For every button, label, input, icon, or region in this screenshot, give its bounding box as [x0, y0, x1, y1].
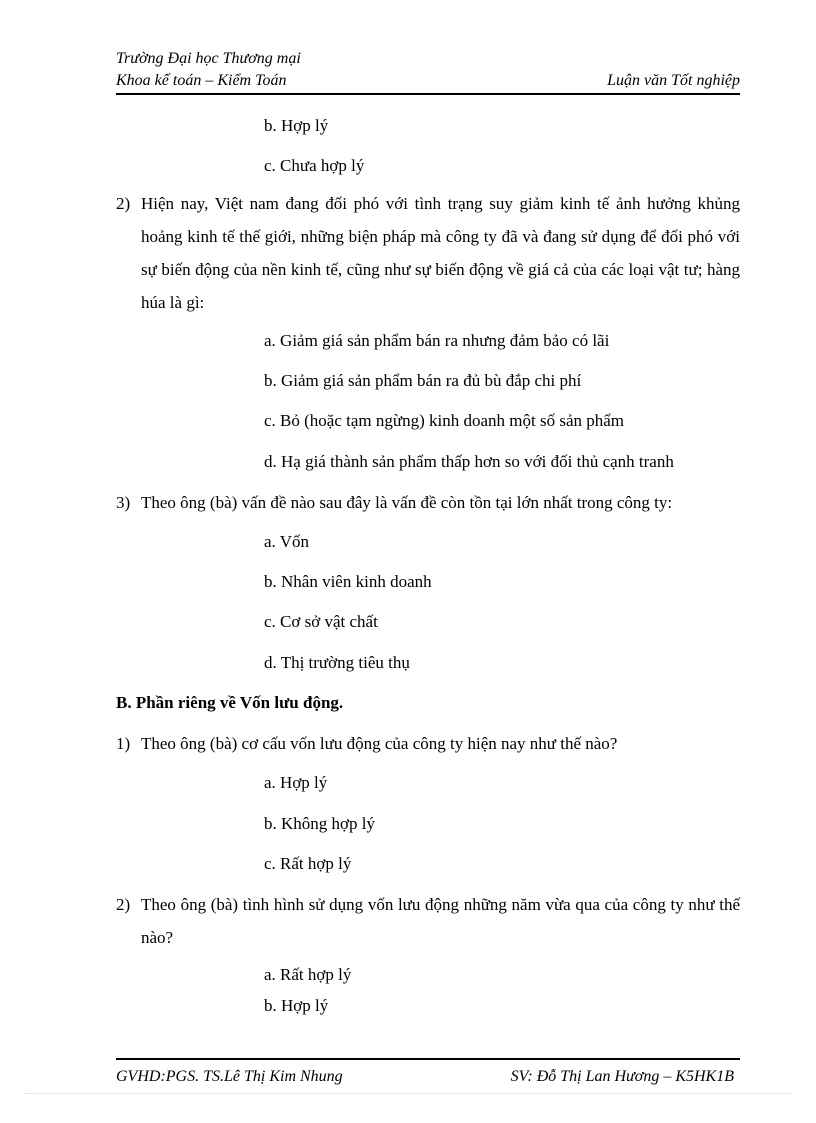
option-item: b. Giảm giá sản phẩm bán ra đủ bù đắp chi phí	[264, 371, 582, 390]
question-text: Theo ông (bà) tình hình sử dụng vốn lưu động những năm vừa qua của công ty như thế nào?	[141, 895, 740, 947]
option-item: a. Rất hợp lý	[264, 965, 352, 984]
faculty-name: Khoa kế toán – Kiểm Toán	[116, 72, 287, 89]
question-number: 1)	[116, 734, 131, 753]
question-text: Theo ông (bà) cơ cấu vốn lưu động của công ty hiện nay như thế nào?	[141, 734, 618, 753]
option-item: c. Bỏ (hoặc tạm ngừng) kinh doanh một số sản phẩm	[264, 411, 625, 430]
option-item: b. Hợp lý	[264, 996, 329, 1015]
school-name: Trường Đại học Thương mại	[116, 50, 301, 67]
option-item: b. Không hợp lý	[264, 814, 375, 833]
option-item: c. Cơ sở vật chất	[264, 612, 378, 631]
option-item: a. Giảm giá sản phẩm bán ra nhưng đảm bảo có lãi	[264, 331, 610, 350]
question-number: 3)	[116, 493, 131, 512]
page-footer	[116, 1058, 740, 1088]
question-3	[116, 486, 740, 519]
document-type: Luận văn Tốt nghiệp	[607, 72, 740, 89]
question-text: Hiện nay, Việt nam đang đối phó với tình trạng suy giảm kinh tế ảnh hưởng khủng hoảng kinh tế thế giới, những biện pháp mà công ty đã và đang sử dụng để đối phó với sự biến động của nền kinh tế, cũng như sự biến động về giá cả của các loại vật tư; hàng húa là gì:	[141, 194, 740, 312]
question-2	[116, 187, 740, 319]
option-item: b. Hợp lý	[264, 116, 329, 135]
student-name: SV: Đỗ Thị Lan Hương – K5HK1B	[510, 1068, 734, 1085]
question-number: 2)	[116, 194, 131, 213]
question-number: 2)	[116, 895, 131, 914]
option-item: b. Nhân viên kinh doanh	[264, 572, 432, 591]
page-header	[116, 48, 740, 95]
footer-rule	[116, 1058, 740, 1060]
option-item: d. Hạ giá thành sản phẩm thấp hơn so với đối thủ cạnh tranh	[264, 452, 674, 471]
page-edge-divider	[24, 1093, 794, 1094]
option-item: a. Hợp lý	[264, 773, 328, 792]
advisor-name: GVHD:PGS. TS.Lê Thị Kim Nhung	[116, 1068, 343, 1085]
header-rule	[116, 93, 740, 95]
question-text: Theo ông (bà) vấn đề nào sau đây là vấn đề còn tồn tại lớn nhất trong công ty:	[141, 493, 673, 512]
option-item: a. Vốn	[264, 532, 310, 551]
section-b-question-2	[116, 888, 740, 954]
option-item: c. Rất hợp lý	[264, 854, 352, 873]
option-item: c. Chưa hợp lý	[264, 156, 365, 175]
option-item: d. Thị trường tiêu thụ	[264, 653, 410, 672]
section-b-question-1	[116, 727, 740, 760]
section-heading: B. Phần riêng về Vốn lưu động.	[116, 693, 344, 712]
